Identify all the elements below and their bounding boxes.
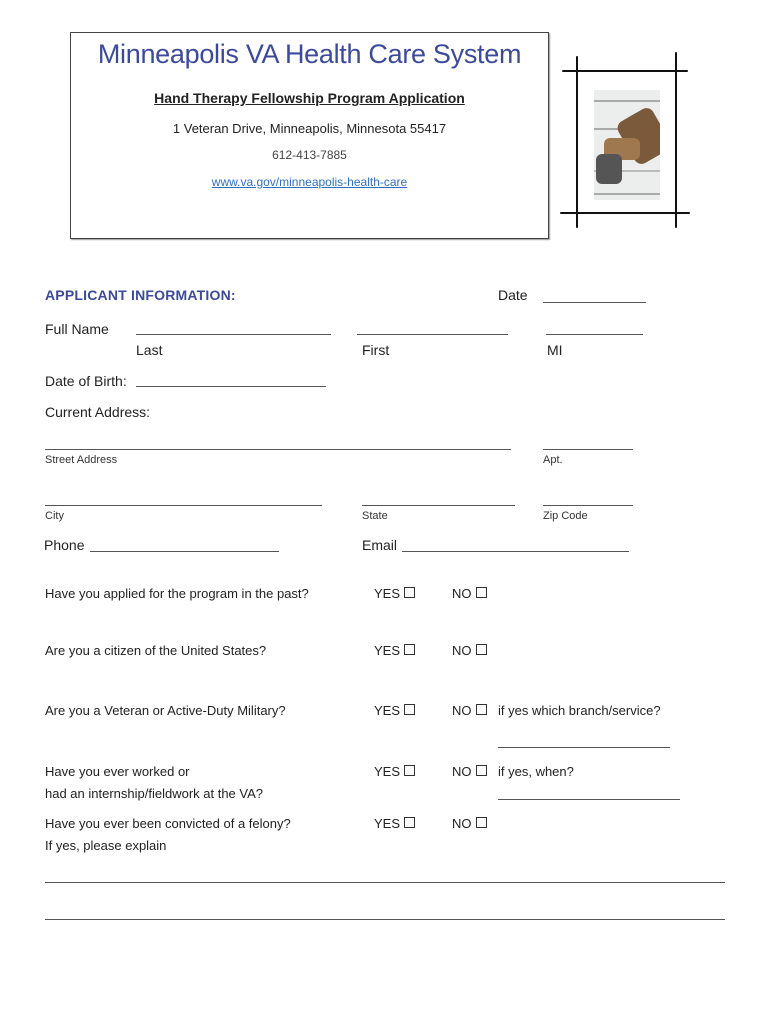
last-label: Last (136, 342, 163, 358)
worked-va-no-checkbox[interactable]: NO (452, 764, 487, 779)
state-label: State (362, 510, 388, 522)
phone-label: Phone (44, 537, 85, 553)
question-worked-va-line2: had an internship/fieldwork at the VA? (45, 786, 264, 801)
phone-number: 612-413-7885 (272, 148, 347, 162)
felony-explanation-line-1[interactable] (45, 870, 725, 883)
apt-field[interactable] (543, 437, 633, 450)
date-field[interactable] (543, 290, 646, 303)
felony-explanation-line-2[interactable] (45, 907, 725, 920)
form-title: Hand Therapy Fellowship Program Application (154, 90, 465, 106)
header-box (70, 32, 549, 239)
city-field[interactable] (45, 493, 322, 506)
zip-field[interactable] (543, 493, 633, 506)
citizen-no-checkbox[interactable]: NO (452, 643, 487, 658)
current-address-label: Current Address: (45, 404, 151, 420)
citizen-yes-checkbox[interactable]: YES (374, 643, 415, 658)
applied-no-checkbox[interactable]: NO (452, 586, 487, 601)
phone-field[interactable] (90, 538, 279, 552)
felony-explain-label: If yes, please explain (45, 838, 167, 853)
dob-label: Date of Birth: (45, 373, 127, 389)
mi-label: MI (547, 342, 563, 358)
date-label: Date (498, 287, 528, 303)
worked-va-yes-checkbox[interactable]: YES (374, 764, 415, 779)
org-title: Minneapolis VA Health Care System (97, 39, 522, 69)
worked-when-field[interactable] (498, 787, 680, 800)
email-field[interactable] (402, 538, 629, 552)
last-name-field[interactable] (136, 322, 331, 335)
question-felony: Have you ever been convicted of a felony? (45, 816, 291, 831)
first-label: First (362, 342, 390, 358)
hands-photo (594, 90, 660, 200)
question-veteran: Are you a Veteran or Active-Duty Military? (45, 703, 286, 718)
apt-label: Apt. (543, 454, 563, 466)
city-label: City (45, 510, 64, 522)
dob-field[interactable] (136, 374, 326, 387)
when-followup-label: if yes, when? (498, 764, 574, 779)
website-link[interactable]: www.va.gov/minneapolis-health-care (211, 175, 408, 189)
question-us-citizen: Are you a citizen of the United States? (45, 643, 267, 658)
applied-yes-checkbox[interactable]: YES (374, 586, 415, 601)
branch-followup-label: if yes which branch/service? (498, 703, 661, 718)
full-name-label: Full Name (45, 321, 109, 337)
veteran-yes-checkbox[interactable]: YES (374, 703, 415, 718)
question-applied-past: Have you applied for the program in the past? (45, 586, 309, 601)
state-field[interactable] (362, 493, 515, 506)
address: 1 Veteran Drive, Minneapolis, Minnesota 55417 (172, 121, 447, 136)
hands-photo-frame (560, 50, 690, 230)
street-address-label: Street Address (45, 454, 118, 466)
email-label: Email (362, 537, 398, 553)
first-name-field[interactable] (357, 322, 508, 335)
mi-field[interactable] (546, 322, 643, 335)
question-worked-va: Have you ever worked or (45, 764, 190, 779)
felony-yes-checkbox[interactable]: YES (374, 816, 415, 831)
veteran-no-checkbox[interactable]: NO (452, 703, 487, 718)
street-address-field[interactable] (45, 437, 511, 450)
zip-label: Zip Code (543, 510, 588, 522)
felony-no-checkbox[interactable]: NO (452, 816, 487, 831)
applicant-info-heading: APPLICANT INFORMATION: (45, 287, 236, 303)
branch-service-field[interactable] (498, 735, 670, 748)
